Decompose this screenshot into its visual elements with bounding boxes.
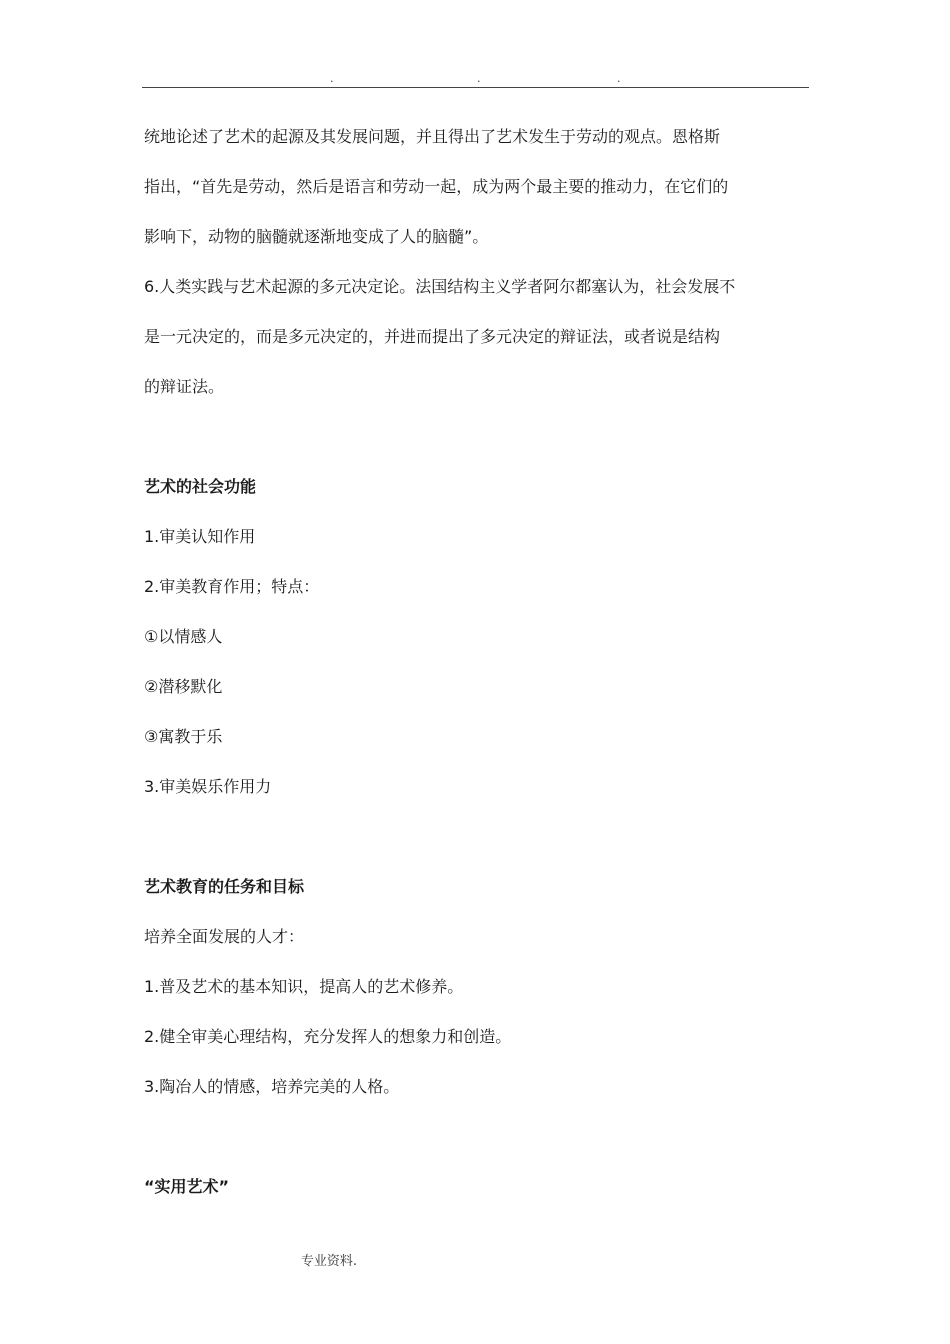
section-social-functions [144, 462, 810, 812]
paragraph-art-origin-labor [144, 112, 810, 262]
list-item: ③寓教于乐 [144, 727, 223, 746]
list-item: 1.普及艺术的基本知识，提高人的艺术修养。 [144, 977, 464, 996]
page-footer: 专业资料. [300, 1254, 358, 1269]
section-applied-art [144, 1162, 810, 1212]
list-item: ②潜移默化 [144, 677, 223, 696]
list-item: 3.审美娱乐作用力 [144, 777, 272, 796]
section-education-goals [144, 862, 810, 1112]
text-line: 统地论述了艺术的起源及其发展问题，并且得出了艺术发生于劳动的观点。恩格斯 [144, 127, 721, 146]
list-item: 培养全面发展的人才： [144, 927, 305, 946]
header-rule [142, 87, 809, 88]
list-item: ①以情感人 [144, 627, 223, 646]
text-line: 指出，“首先是劳动，然后是语言和劳动一起，成为两个最主要的推动力，在它们的 [144, 177, 729, 196]
list-item: 1.审美认知作用 [144, 527, 256, 546]
text-line: 影响下，动物的脑髓就逐渐地变成了人的脑髓”。 [144, 227, 489, 246]
section-heading: 艺术教育的任务和目标 [144, 877, 305, 896]
header-dot: . [477, 72, 481, 85]
page-header-dots [142, 72, 809, 86]
header-dot: . [617, 72, 621, 85]
paragraph-pluralistic-determinism [144, 262, 810, 412]
document-body [144, 112, 810, 1212]
text-line: 是一元决定的，而是多元决定的，并进而提出了多元决定的辩证法，或者说是结构 [144, 327, 721, 346]
list-item: 2.审美教育作用；特点： [144, 577, 320, 596]
section-heading: “实用艺术” [144, 1177, 230, 1196]
list-item: 2.健全审美心理结构，充分发挥人的想象力和创造。 [144, 1027, 512, 1046]
list-item: 3.陶冶人的情感，培养完美的人格。 [144, 1077, 400, 1096]
section-heading: 艺术的社会功能 [144, 477, 257, 496]
text-line: 的辩证法。 [144, 377, 225, 396]
text-line: 6.人类实践与艺术起源的多元决定论。法国结构主义学者阿尔都塞认为，社会发展不 [144, 277, 736, 296]
header-dot: . [330, 72, 334, 85]
